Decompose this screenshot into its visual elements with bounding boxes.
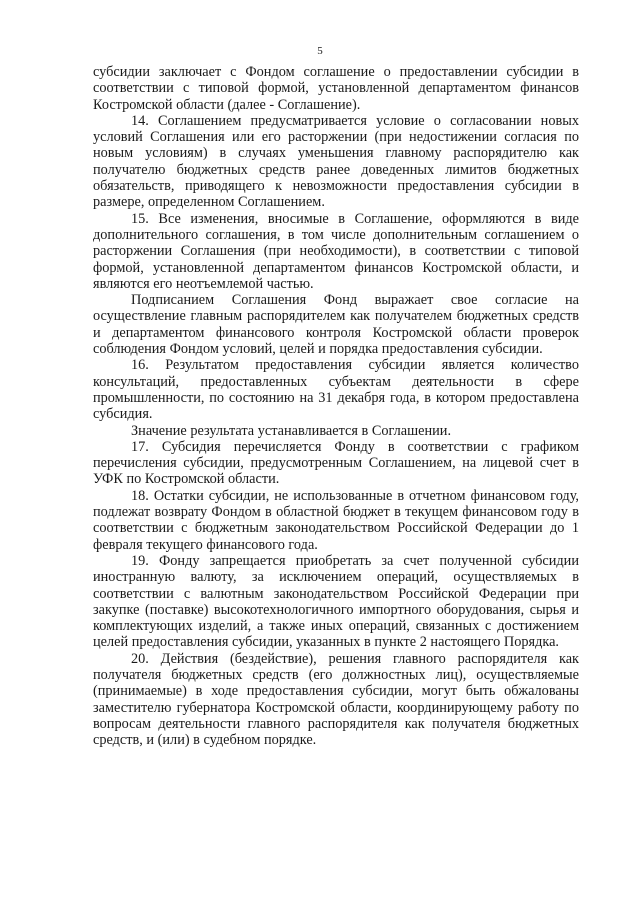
paragraph-14: 14. Соглашением предусматривается условие о согласовании новых условий Соглашения или его расторжении (при недостижении согласия по новым условиям) в случаях уменьшения главному распорядителю как получателю бюджетных средств ранее доведенных лимитов бюджетных обязательств, приводящего к невозможности предоставления субсидии в размере, определенном Соглашением. (93, 112, 579, 211)
page-number: 5 (317, 45, 323, 57)
paragraph-18: 18. Остатки субсидии, не использованные в отчетном финансовом году, подлежат возврату Фондом в областной бюджет в текущем финансовом году в соответствии с бюджетным законодательством Российской Федерации до 1 февраля текущего финансового года. (93, 487, 579, 553)
paragraph-continuation: субсидии заключает с Фондом соглашение о предоставлении субсидии в соответствии с типовой формой, установленной департаментом финансов Костромской области (далее - Соглашение). (93, 64, 579, 113)
paragraph-16: 16. Результатом предоставления субсидии является количество консультаций, предоставленных субъектам деятельности в сфере промышленности, по состоянию на 31 декабря года, в котором предоставлена субсидия. (93, 357, 579, 423)
paragraph-16-value: Значение результата устанавливается в Соглашении. (131, 422, 452, 439)
document-body (93, 64, 579, 748)
paragraph-15: 15. Все изменения, вносимые в Соглашение, оформляются в виде дополнительного соглашения, в том числе дополнительным соглашением о расторжении Соглашения (при необходимости), в соответствии с типовой формой, установленной департаментом финансов Костромской области, и являются его неотъемлемой частью. (93, 210, 579, 292)
paragraph-15-consent: Подписанием Соглашения Фонд выражает свое согласие на осуществление главным распорядителем как получателем бюджетных средств и департаментом финансового контроля Костромской области проверок соблюдения Фондом условий, целей и порядка предоставления субсидии. (93, 292, 579, 358)
paragraph-19: 19. Фонду запрещается приобретать за счет полученной субсидии иностранную валюту, за исключением операций, осуществляемых в соответствии с валютным законодательством Российской Федерации при закупке (поставке) высокотехнологичного импортного оборудования, сырья и комплектующих изделий, а также иных операций, связанных с достижением целей предоставления субсидии, указанных в пункте 2 настоящего Порядка. (93, 552, 579, 651)
paragraph-17: 17. Субсидия перечисляется Фонду в соответствии с графиком перечисления субсидии, предусмотренным Соглашением, на лицевой счет в УФК по Костромской области. (93, 438, 579, 488)
paragraph-20: 20. Действия (бездействие), решения главного распорядителя как получателя бюджетных средств (его должностных лиц), осуществляемые (принимаемые) в ходе предоставления субсидии, могут быть обжалованы заместителю губернатора Костромской области, координирующему работу по вопросам деятельности главного распорядителя как получателя бюджетных средств, и (или) в судебном порядке. (93, 650, 579, 749)
